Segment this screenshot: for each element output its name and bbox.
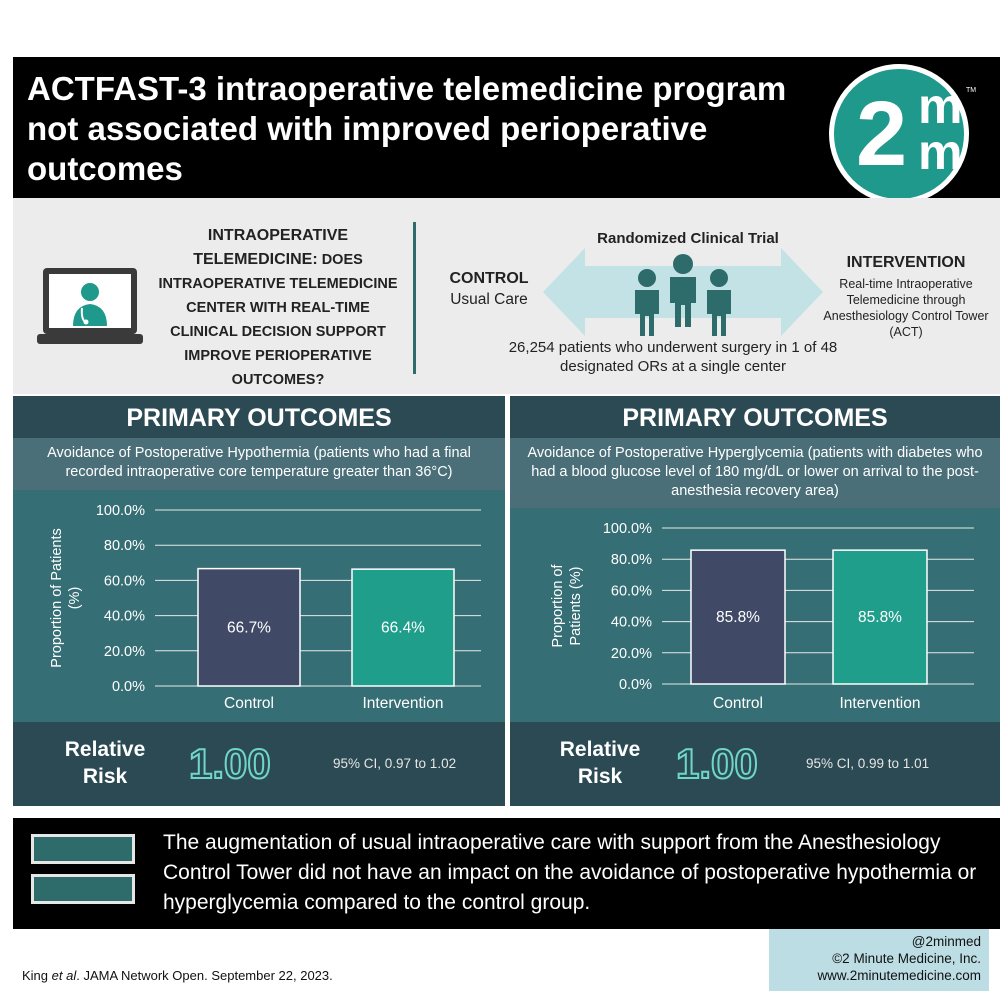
y-tick-label: 40.0% <box>103 608 145 625</box>
y-tick-label: 0.0% <box>111 679 145 695</box>
question-text: DOES INTRAOPERATIVE TELEMEDICINE CENTER WITH REAL-TIME CLINICAL DECISION SUPPORT IMPROVE PERIOPERATIVE OUTCOMES? <box>158 252 398 388</box>
citation-authors: King <box>22 968 52 983</box>
bar-icon <box>31 834 135 864</box>
intervention-description: Real-time Intraoperative Telemedicine through Anesthesiology Control Tower (ACT) <box>823 277 989 339</box>
category-label: Intervention <box>839 695 921 712</box>
y-axis-label-line: Proportion of Patients <box>49 528 65 668</box>
relative-risk-label: Relative Risk <box>559 738 641 788</box>
bar-chart-hyperglycemia <box>510 508 1000 722</box>
y-tick-label: 60.0% <box>610 583 652 600</box>
bar-chart-hypothermia <box>13 490 505 722</box>
chart-area <box>13 490 505 722</box>
control-description: Usual Care <box>450 291 528 308</box>
y-tick-label: 20.0% <box>610 645 652 662</box>
bar-icon <box>31 874 135 904</box>
confidence-interval: 95% CI, 0.99 to 1.01 <box>806 756 930 771</box>
relative-risk-value: 1.00 <box>189 740 271 787</box>
citation-date: . September 22, 2023. <box>204 968 333 983</box>
relative-risk-value: 1.00 <box>676 740 758 787</box>
citation-etal: et al <box>51 968 77 983</box>
social-handle: @2minmed <box>911 934 981 949</box>
trial-summary <box>13 198 1000 394</box>
category-label: Control <box>713 695 763 712</box>
relative-risk-label: Relative Risk <box>64 738 146 788</box>
y-tick-label: 20.0% <box>103 643 145 660</box>
logo-trademark: TM <box>966 87 977 94</box>
data-label: 66.7% <box>227 619 271 637</box>
y-tick-label: 0.0% <box>618 677 652 693</box>
control-label: CONTROL <box>449 270 529 287</box>
conclusion-banner <box>13 818 1000 929</box>
y-tick-label: 60.0% <box>103 573 145 590</box>
study-design: Randomized Clinical Trial <box>597 230 779 247</box>
logo-letter-top: m <box>918 78 963 134</box>
y-tick-label: 80.0% <box>610 552 652 569</box>
page-title: ACTFAST-3 intraoperative telemedicine program not associated with improved perioperative outcomes <box>27 70 787 187</box>
conclusion-text: The augmentation of usual intraoperative care with support from the Anesthesiology Control Tower did not have an impact on the avoidance of postoperative hypothermia or hyperglycemia compared to the control group. <box>163 831 977 914</box>
logo-number: 2 <box>856 83 908 185</box>
intervention-label: INTERVENTION <box>846 254 966 271</box>
relative-risk-row <box>13 722 505 806</box>
copyright: ©2 Minute Medicine, Inc. <box>832 951 981 966</box>
panel-heading: PRIMARY OUTCOMES <box>13 396 505 438</box>
outcome-panel-hypothermia <box>13 396 505 806</box>
data-label: 85.8% <box>858 609 902 627</box>
patient-count: 26,254 patients who underwent surgery in 1 of 48 designated ORs at a single center <box>508 339 838 375</box>
data-label: 66.4% <box>381 619 425 637</box>
citation <box>22 968 333 983</box>
website-link[interactable]: www.2minutemedicine.com <box>817 968 981 983</box>
y-tick-label: 100.0% <box>602 521 652 537</box>
category-label: Intervention <box>362 695 444 712</box>
category-label: Control <box>224 695 274 712</box>
confidence-interval: 95% CI, 0.97 to 1.02 <box>333 756 457 771</box>
research-question <box>153 224 403 392</box>
y-tick-label: 100.0% <box>95 503 145 519</box>
question-heading: INTRAOPERATIVE TELEMEDICINE: <box>193 227 349 268</box>
data-label: 85.8% <box>716 609 760 627</box>
citation-journal: . JAMA Network Open <box>76 968 205 983</box>
outcome-description: Avoidance of Postoperative Hypothermia (patients who had a final recorded intraoperative core temperature greater than 36°C) <box>13 438 505 490</box>
chart-area <box>510 508 1000 722</box>
outcome-description: Avoidance of Postoperative Hyperglycemia (patients with diabetes who had a blood glucose level of 180 mg/dL or lower on arrival to the post-anesthesia recovery area) <box>510 438 1000 508</box>
relative-risk-row <box>510 722 1000 806</box>
logo-letter-bottom: m <box>918 124 963 180</box>
double-arrow-icon <box>543 244 823 340</box>
outcome-panel-hyperglycemia <box>510 396 1000 806</box>
y-axis-label-line: Patients (%) <box>568 566 584 646</box>
y-axis-label-line: (%) <box>67 586 83 610</box>
y-axis-label <box>49 528 83 667</box>
y-axis-label-line: Proportion of <box>550 564 566 648</box>
panel-heading: PRIMARY OUTCOMES <box>510 396 1000 438</box>
brand-logo <box>829 64 977 204</box>
credits-box <box>769 929 989 991</box>
y-axis-label <box>550 564 584 648</box>
y-tick-label: 40.0% <box>610 614 652 631</box>
header-banner <box>13 57 1000 198</box>
section-divider <box>413 222 416 374</box>
laptop-doctor-icon <box>35 264 145 354</box>
y-tick-label: 80.0% <box>103 538 145 555</box>
